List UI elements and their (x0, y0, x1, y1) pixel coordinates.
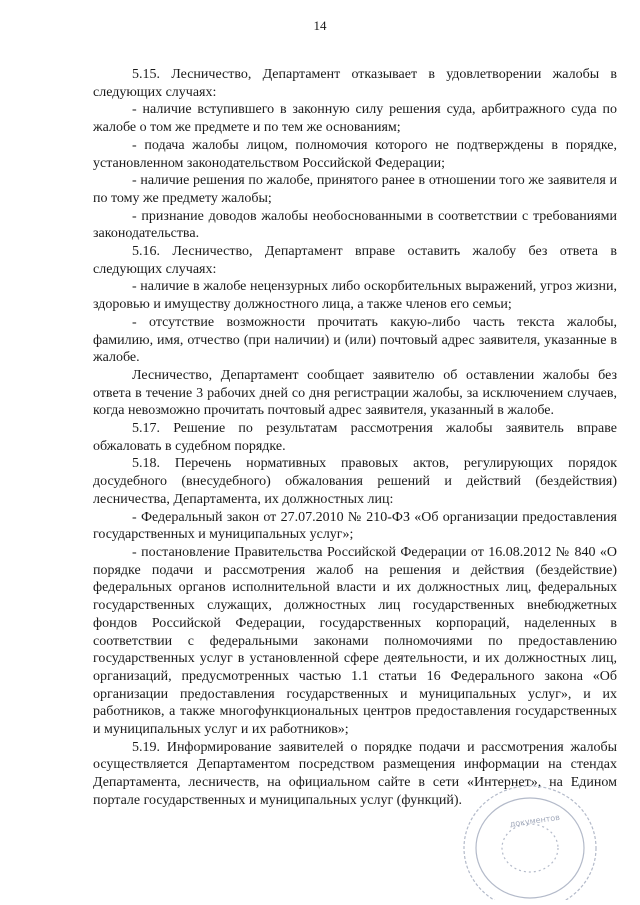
document-body (93, 66, 617, 810)
paragraph-5-18: 5.18. Перечень нормативных правовых актов, регулирующих порядок досудебного (внесудебного) обжалования решений и действий (бездействия) лесничества, Департамента, их должностных лиц: (93, 456, 617, 507)
paragraph-5-16: 5.16. Лесничество, Департамент вправе оставить жалобу без ответа в следующих случаях: (93, 244, 617, 277)
paragraph-5-19: 5.19. Информирование заявителей о порядке подачи и рассмотрения жалобы осуществляется Департаментом посредством размещения информации на стендах Департамента, лесничеств, на официальном сайте в сети «Интернет», на Едином портале государственных и муниципальных услуг (функций). (93, 739, 617, 808)
stamp-text: документов (509, 812, 561, 829)
list-item: - наличие в жалобе нецензурных либо оскорбительных выражений, угроз жизни, здоровью и имуществу должностного лица, а также членов его семьи; (93, 279, 617, 313)
paragraph-5-17: 5.17. Решение по результатам рассмотрения жалобы заявитель вправе обжаловать в судебном порядке. (93, 421, 617, 454)
page-number: 14 (313, 18, 327, 33)
list-item: - наличие решения по жалобе, принятого ранее в отношении того же заявителя и по тому же предмету жалобы; (93, 173, 617, 206)
list-item: - наличие вступившего в законную силу решения суда, арбитражного суда по жалобе о том же предмете и по тем же основаниям; (93, 102, 617, 136)
paragraph-notice: Лесничество, Департамент сообщает заявителю об оставлении жалобы без ответа в течение 3 рабочих дней со дня регистрации жалобы, за исключением случаев, когда невозможно прочитать почтовый адрес заявителя, указанный в жалобе. (93, 367, 617, 419)
list-item: - постановление Правительства Российской Федерации от 16.08.2012 № 840 «О порядке подачи и рассмотрения жалоб на решения и действия (бездействие) федеральных органов исполнительной власти и их должностных лиц, федеральных государственных служащих, должностных лиц государственных внебюджетных фондов Российской Федерации, государственных корпораций, наделенных в соответствии с федеральными законами полномочиями по предоставлению государственных услуг в установленной сфере деятельности, и их должностных лиц, организаций, предусмотренных частью 1.1 статьи 16 Федерального закона «Об организации предоставления государственных и муниципальных услуг», и их работников, а также многофункциональных центров предоставления государственных и муниципальных услуг и их работников»; (93, 544, 617, 738)
list-item: - отсутствие возможности прочитать какую-либо часть текста жалобы, фамилию, имя, отчество (при наличии) и (или) почтовый адрес заявителя, указанные в жалобе. (93, 314, 617, 366)
paragraph-5-15: 5.15. Лесничество, Департамент отказывает в удовлетворении жалобы в следующих случаях: (93, 67, 617, 100)
list-item: - подача жалобы лицом, полномочия которого не подтверждены в порядке, установленном законодательством Российской Федерации; (93, 137, 617, 171)
list-item: - признание доводов жалобы необоснованными в соответствии с требованиями законодательства. (93, 208, 617, 242)
list-item: - Федеральный закон от 27.07.2010 № 210-ФЗ «Об организации предоставления государственных и муниципальных услуг»; (93, 509, 617, 543)
